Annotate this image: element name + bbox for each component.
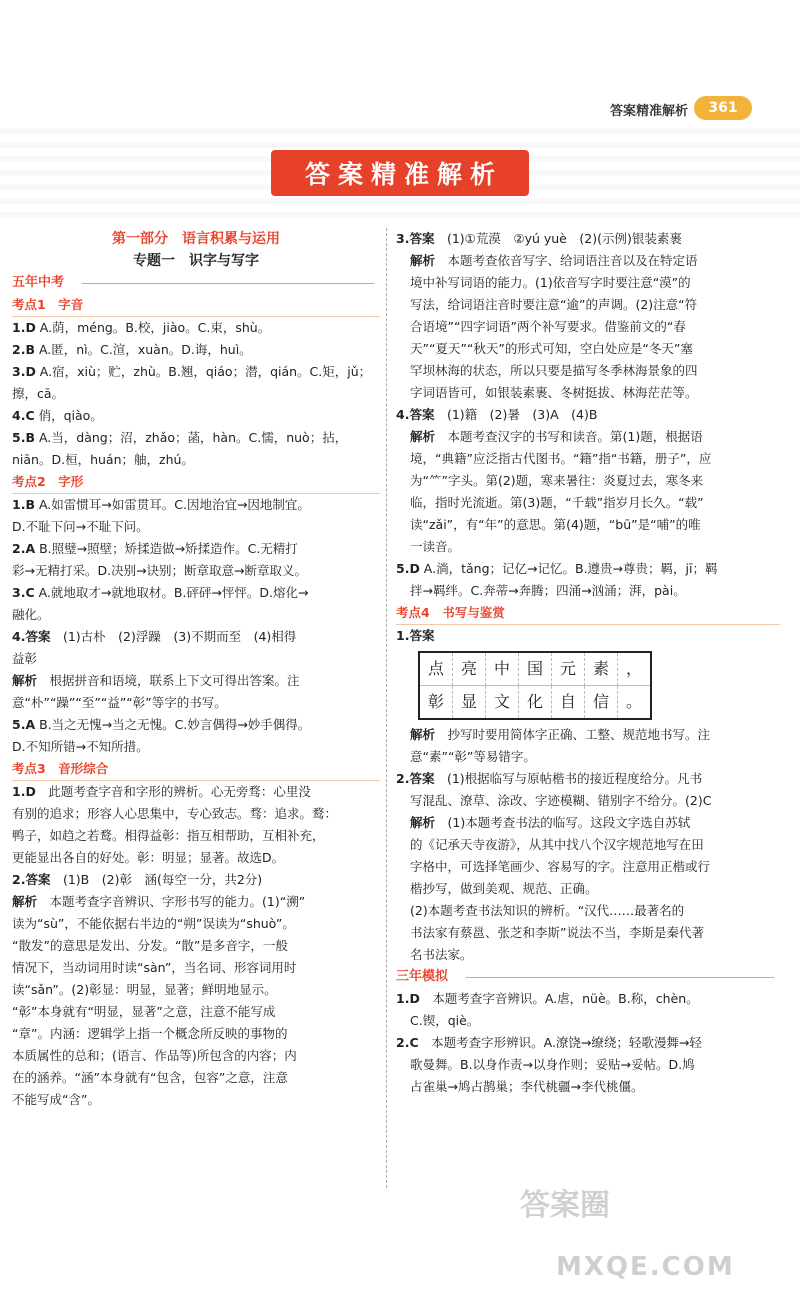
text-line <box>396 492 780 514</box>
watermark-url: MXQE.COM <box>556 1252 735 1282</box>
text-line <box>12 449 380 471</box>
grid-cell: 自 <box>552 686 585 718</box>
text-line <box>12 1023 380 1045</box>
kaodian-heading <box>12 471 380 494</box>
grid-row <box>420 686 650 718</box>
item-text: 本题考查字音辨识。A.虐，nüè。B.称，chèn。 <box>419 991 699 1006</box>
section-heading <box>396 966 780 988</box>
item-text: 专题一 识字与写字 <box>133 253 259 269</box>
text-line <box>396 790 780 812</box>
text-line <box>12 339 380 361</box>
item-text: 根据拼音和语境，联系上下文可得出答案。注 <box>37 673 300 688</box>
item-text: 有别的追求；形容人心思集中，专心致志。骛：追求。鹜： <box>12 806 338 821</box>
item-text: (2)本题考查书法知识的辨析。“汉代……最著名的 <box>410 903 685 918</box>
grid-cell: 元 <box>552 653 585 686</box>
item-text: “章”。内涵：逻辑学上指一个概念所反映的事物的 <box>12 1026 288 1041</box>
item-text: (1)根据临写与原帖楷书的接近程度给分。凡书 <box>434 771 703 786</box>
item-text: 考点4 书写与鉴赏 <box>396 605 505 620</box>
item-text: 三年模拟 <box>396 969 449 984</box>
right-column-part-a <box>396 228 780 647</box>
item-label: 1.答案 <box>396 628 435 643</box>
text-line <box>396 426 780 448</box>
item-text: 考点2 字形 <box>12 474 84 489</box>
text-line <box>12 494 380 516</box>
item-text: 字格中，可选择笔画少、容易写的字。注意用正楷或行 <box>410 859 711 874</box>
item-text: 俏，qiào。 <box>34 408 103 423</box>
item-label: 5.A <box>12 717 36 732</box>
text-line <box>396 294 780 316</box>
text-line <box>12 1001 380 1023</box>
grid-cell: 素 <box>585 653 618 686</box>
text-line <box>396 944 780 966</box>
text-line <box>396 228 780 250</box>
item-text: 读“sǎn”。(2)彰显：明显，显著；鲜明地显示。 <box>12 982 277 997</box>
item-text: C.锲，qiè。 <box>410 1013 480 1028</box>
item-label: 5.D <box>396 561 420 576</box>
item-text: A.如雷惯耳→如雷贯耳。C.因地治宜→因地制宜。 <box>34 497 310 512</box>
item-label: 1.D <box>396 991 420 1006</box>
text-line <box>396 558 780 580</box>
kaodian-heading <box>396 602 780 625</box>
header-label: 答案精准解析 <box>609 104 688 119</box>
item-text: 五年中考 <box>12 275 65 290</box>
kaodian-heading <box>12 758 380 781</box>
item-text: 擦，cā。 <box>12 386 65 401</box>
page-title: 答案精准解析 <box>271 150 529 196</box>
item-text: 拌→羁绊。C.奔蒂→奔腾；四涌→汹涌；湃，pài。 <box>410 583 686 598</box>
text-line <box>396 1010 780 1032</box>
item-text: 读为“sù”，不能依据右半边的“朔”误读为“shuò”。 <box>12 916 295 931</box>
text-line <box>12 1045 380 1067</box>
text-line <box>12 692 380 714</box>
text-line <box>12 670 380 692</box>
item-label: 4.答案 <box>12 629 51 644</box>
item-label: 4.C <box>12 408 35 423</box>
item-text: 抄写时要用简体字正确、工整、规范地书写。注 <box>435 727 711 742</box>
right-column-part-b <box>396 724 780 1098</box>
item-text: (1)B (2)彰 涵(每空一分，共2分) <box>50 872 263 887</box>
text-line <box>12 825 380 847</box>
item-text: 写法，给词语注音时要注意“逾”的声调。(2)注意“符 <box>410 297 698 312</box>
section-heading <box>12 272 380 294</box>
text-line <box>12 935 380 957</box>
text-line <box>12 1089 380 1111</box>
item-text: D.不知所错→不知所措。 <box>12 739 149 754</box>
item-text: 融化。 <box>12 607 50 622</box>
item-text: A.宿，xiù；贮，zhù。B.翘，qiáo；潜，qián。C.矩，jǔ； <box>35 364 372 379</box>
page-title-banner <box>0 150 800 196</box>
text-line <box>396 382 780 404</box>
text-line <box>396 724 780 746</box>
watermark-logo: 答案圈 <box>520 1188 610 1223</box>
item-text: 在的涵养。“涵”本身就有“包含，包容”之意，注意 <box>12 1070 288 1085</box>
item-text: A.匿，nì。C.渲，xuàn。D.诲，huì。 <box>34 342 252 357</box>
text-line <box>396 360 780 382</box>
item-label: 2.B <box>12 342 35 357</box>
text-line <box>12 847 380 869</box>
item-text: 不能写成“含”。 <box>12 1092 100 1107</box>
item-label: 2.答案 <box>12 872 51 887</box>
item-label: 解析 <box>12 673 38 688</box>
text-line <box>396 1054 780 1076</box>
item-text: 益彰 <box>12 651 38 666</box>
item-label: 解析 <box>410 253 436 268</box>
item-text: 考点3 音形综合 <box>12 761 109 776</box>
item-text: D.不耻下问→不耻下问。 <box>12 519 149 534</box>
text-line <box>12 361 380 383</box>
item-text: (1)籍 (2)暑 (3)A (4)B <box>434 407 598 422</box>
item-text: 考点1 字音 <box>12 297 84 312</box>
item-label: 解析 <box>410 429 436 444</box>
item-text: A.荫，méng。B.校，jiào。C.束，shù。 <box>35 320 271 335</box>
grid-cell: ， <box>618 653 650 686</box>
item-text: 楷抄写，做到美观、规范、正确。 <box>410 881 598 896</box>
column-divider <box>386 228 387 1188</box>
item-text: A.就地取才→就地取材。B.砰砰→怦怦。D.熔化→ <box>34 585 309 600</box>
item-text: 此题考查字音和字形的辨析。心无旁骛：心里没 <box>35 784 311 799</box>
item-text: 意“素”“彰”等易错字。 <box>410 749 536 764</box>
text-line <box>12 869 380 891</box>
item-label: 解析 <box>12 894 38 909</box>
item-text: 意“朴”“躁”“至”“益”“彰”等字的书写。 <box>12 695 227 710</box>
item-text: 一读音。 <box>410 539 461 554</box>
text-line <box>396 338 780 360</box>
text-line <box>12 560 380 582</box>
text-line <box>12 604 380 626</box>
text-line <box>12 803 380 825</box>
item-label: 2.A <box>12 541 36 556</box>
item-label: 4.答案 <box>396 407 435 422</box>
item-text: A.当，dàng；沼，zhǎo；菡，hàn。C.懦，nuò；拈， <box>34 430 348 445</box>
item-text: 名书法家。 <box>410 947 473 962</box>
text-line <box>396 580 780 602</box>
item-text: 更能显出各自的好处。彰：明显；显著。故选D。 <box>12 850 285 865</box>
text-line <box>12 979 380 1001</box>
grid-cell: 化 <box>519 686 552 718</box>
item-label: 解析 <box>410 815 436 830</box>
text-line <box>396 746 780 768</box>
grid-cell: 显 <box>453 686 486 718</box>
grid-cell: 亮 <box>453 653 486 686</box>
grid-cell: 中 <box>486 653 519 686</box>
item-text: 本题考查字音辨识、字形书写的能力。(1)“溯” <box>37 894 306 909</box>
item-text: 本题考查汉字的书写和读音。第(1)题，根据语 <box>435 429 703 444</box>
text-line <box>396 878 780 900</box>
item-text: 鸭子，如趋之若鹜。相得益彰：指互相帮助，互相补充， <box>12 828 325 843</box>
calligraphy-grid <box>418 651 652 720</box>
item-label: 5.B <box>12 430 35 445</box>
text-line <box>12 626 380 648</box>
text-line <box>12 1067 380 1089</box>
kaodian-heading <box>12 294 380 317</box>
text-line <box>396 812 780 834</box>
item-text: (1)本题考查书法的临写。这段文字选自苏轼 <box>435 815 691 830</box>
item-text: 情况下，当动词用时读“sàn”，当名词、形容词用时 <box>12 960 297 975</box>
text-line <box>12 913 380 935</box>
text-line <box>12 317 380 339</box>
item-text: “彰”本身就有“明显，显著”之意，注意不能写成 <box>12 1004 276 1019</box>
item-text: 天”“夏天”“秋天”的形式可知，空白处应是“冬天”塞 <box>410 341 693 356</box>
text-line <box>12 891 380 913</box>
item-label: 3.D <box>12 364 36 379</box>
grid-row <box>420 653 650 686</box>
grid-cell: 信 <box>585 686 618 718</box>
item-text: 境，“典籍”应泛指古代图书。“籍”指“书籍，册子”，应 <box>410 451 712 466</box>
text-line <box>396 856 780 878</box>
item-label: 1.B <box>12 497 35 512</box>
text-line <box>396 900 780 922</box>
text-line <box>12 516 380 538</box>
text-line <box>12 736 380 758</box>
item-text: 本质属性的总和；(语言、作品等)所包含的内容；内 <box>12 1048 297 1063</box>
grid-cell: 点 <box>420 653 453 686</box>
text-line <box>396 834 780 856</box>
item-text: 占雀巢→鸠占鹊巢；李代桃疆→李代桃僵。 <box>410 1079 644 1094</box>
item-label: 解析 <box>410 727 436 742</box>
text-line <box>396 470 780 492</box>
item-text: (1)古朴 (2)浮躁 (3)不期而至 (4)相得 <box>50 629 297 644</box>
text-line <box>12 405 380 427</box>
item-text: 本题考查依音写字、给词语注音以及在特定语 <box>435 253 698 268</box>
text-line <box>12 957 380 979</box>
item-text: 临，指时光流逝。第(3)题，“千载”指岁月长久。“载” <box>410 495 704 510</box>
item-label: 2.C <box>396 1035 419 1050</box>
item-text: 书法家有蔡邕、张芝和李斯”说法不当，李斯是秦代著 <box>410 925 704 940</box>
text-line <box>396 988 780 1010</box>
item-label: 1.D <box>12 320 36 335</box>
item-text: 读“zǎi”，有“年”的意思。第(4)题，“bū”是“哺”的唯 <box>410 517 701 532</box>
item-text: 罕坝林海的状态，所以只要是描写冬季林海景象的四 <box>410 363 698 378</box>
item-text: 本题考查字形辨识。A.潦饶→缭绕；轻歌漫舞→轻 <box>418 1035 702 1050</box>
text-line <box>396 1076 780 1098</box>
text-line <box>396 448 780 470</box>
right-column <box>396 228 780 1098</box>
item-text: 的《记承天寺夜游》，从其中找八个汉字规范地写在田 <box>410 837 704 852</box>
item-text: B.照璧→照壁；矫揉造做→矫揉造作。C.无精打 <box>35 541 298 556</box>
text-line <box>12 648 380 670</box>
grid-cell: 。 <box>625 692 642 711</box>
text-line <box>396 536 780 558</box>
item-text: 合语境”“四字词语”两个补写要求。借鉴前文的“春 <box>410 319 686 334</box>
item-text: 歌曼舞。B.以身作责→以身作则；妥贴→妥帖。D.鸠 <box>410 1057 695 1072</box>
item-text: 写混乱、潦草、涂改、字迹模糊、错别字不给分。(2)C <box>410 793 712 808</box>
part-heading <box>12 228 380 250</box>
item-text: 为“⺮”字头。第(2)题，寒来暑往：炎夏过去，寒冬来 <box>410 473 704 488</box>
item-text: B.当之无愧→当之无愧。C.妙言偶得→妙手偶得。 <box>35 717 311 732</box>
text-line <box>12 383 380 405</box>
text-line <box>396 625 780 647</box>
text-line <box>396 922 780 944</box>
text-line <box>396 768 780 790</box>
text-line <box>12 781 380 803</box>
text-line <box>396 404 780 426</box>
item-text: niān。D.桓，huán；舳，zhú。 <box>12 452 194 467</box>
item-label: 2.答案 <box>396 771 435 786</box>
text-line <box>396 1032 780 1054</box>
page-number-badge: 361 <box>694 96 752 120</box>
grid-cell: 文 <box>486 686 519 718</box>
text-line <box>396 272 780 294</box>
item-text: 第一部分 语言积累与运用 <box>112 231 280 247</box>
text-line <box>396 514 780 536</box>
text-line <box>396 316 780 338</box>
text-line <box>12 427 380 449</box>
item-label: 3.答案 <box>396 231 435 246</box>
topic-heading <box>12 250 380 272</box>
item-text: A.淌，tǎng；记亿→记忆。B.遵贵→尊贵；羁，jī；羁 <box>419 561 718 576</box>
item-label: 1.D <box>12 784 36 799</box>
text-line <box>12 714 380 736</box>
item-label: 3.C <box>12 585 35 600</box>
item-text: “散发”的意思是发出、分发。“散”是多音字，一般 <box>12 938 288 953</box>
item-text: 境中补写词语的能力。(1)依音写字时要注意“漠”的 <box>410 275 691 290</box>
left-column <box>12 228 380 1111</box>
text-line <box>12 538 380 560</box>
item-text: 彩→无精打采。D.决别→诀别；断章取意→断章取义。 <box>12 563 308 578</box>
grid-cell: 国 <box>519 653 552 686</box>
item-text: 字词语皆可，如银装素裹、冬树挺拔、林海茫茫等。 <box>410 385 698 400</box>
text-line <box>12 582 380 604</box>
item-text: (1)①荒漠 ②yú yuè (2)(示例)银装素裹 <box>434 231 682 246</box>
text-line <box>396 250 780 272</box>
grid-cell: 彰 <box>420 686 453 718</box>
